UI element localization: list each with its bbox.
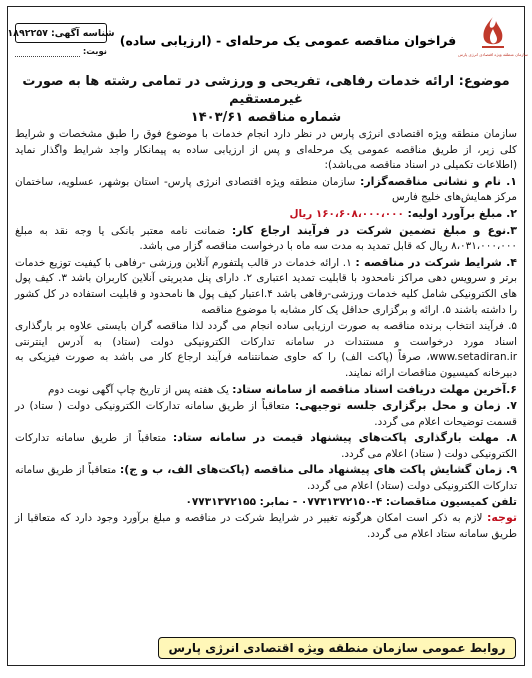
- item-heading: ۹. زمان گشایش پاکت های پیشنهاد مالی مناقصه (پاکت‌های الف، ب و ج):: [119, 463, 517, 477]
- item-9: [15, 462, 517, 494]
- organization-logo: [458, 15, 528, 65]
- notice-body: [15, 127, 517, 542]
- notice-subject: [15, 73, 517, 127]
- public-relations-footer: روابط عمومی سازمان منطقه ویژه اقتصادی انرژی پارس: [158, 637, 516, 659]
- turn-label: نوبت:: [82, 47, 107, 57]
- ad-id-label: شناسه آگهی:: [50, 27, 115, 39]
- ad-id-value: ۱۸۹۲۲۵۷: [7, 27, 48, 39]
- ad-id-box: [7, 23, 115, 43]
- tender-notice: [7, 6, 528, 666]
- item-text: متعاقباً از طریق سامانه تدارکات الکترونیکی دولت (ستاد) اعلام می گردد.: [15, 464, 517, 493]
- intro-paragraph: سازمان منطقه ویژه اقتصادی انرژی پارس در نظر دارد انجام خدمات با موضوع فوق را طبق مشخصات و شرایط کلی زیر، از طریق مناقصه عمومی یک مرحله‌ای و پس از ارزیابی ساده به پیمانکار واجد شرایط واگذار نماید (اطلاعات تکمیلی در اسناد مناقصه می‌باشد):: [15, 128, 517, 172]
- turn-blank: [15, 47, 80, 57]
- commission-phone: [15, 495, 517, 511]
- item-text: ضمانت نامه معتبر بانکی یا وجه نقد به مبلغ ۸،۰۳۱،۰۰۰،۰۰۰ ریال که قابل تمدید به مدت سه ماه با درخواست مناقصه گزار می باشد.: [15, 224, 517, 253]
- item-text: ۵. فرآیند انتخاب برنده مناقصه به صورت ارزیابی ساده انجام می گردد لذا مناقصه گران بایستی علاوه بر بارگذاری اسناد مورد درخواست و مستندات در سامانه تدارکات الکترونیکی دولت (ستاد) به آدرس اینترنتی www.setadiran.ir، صرفاً (پاکت الف) را که حاوی ضمانتنامه فرآیند ارجاع کار می باشد به صورت فیزیکی به دبیرخانه کمیسیون مناقصات ارائه نمایند.: [15, 320, 517, 379]
- note-text: لازم به ذکر است امکان هرگونه تغییر در شرایط شرکت در مناقصه و مبلغ برآورد وجود دارد که متعاقبا از طریق سامانه ستاد اعلام می گردد.: [15, 512, 517, 540]
- item-heading: ۳.نوع و مبلغ تضمین شرکت در فرآیند ارجاع کار:: [231, 223, 518, 237]
- item-7: [15, 398, 517, 430]
- notice-title: فراخوان مناقصه عمومی یک مرحله‌ای - (ارزیابی ساده): [119, 32, 457, 48]
- note: [15, 510, 517, 542]
- item-heading: ۷. زمان و محل برگزاری جلسه توجیهی:: [294, 399, 517, 413]
- estimate-amount: ۱۶۰،۶۰۸،۰۰۰،۰۰۰ ریال: [289, 207, 408, 220]
- item-text: متعاقباً از طریق سامانه تدارکات الکترونیکی دولت ( ستاد) اعلام می گردد.: [15, 432, 517, 460]
- item-2: [15, 206, 517, 223]
- phone-value: ۴-۰۷۷۳۱۳۷۲۱۵۰ - نمابر: ۰۷۷۳۱۳۷۲۱۵۵: [185, 495, 383, 508]
- flame-logo-icon: [476, 15, 510, 51]
- item-text: متعاقباً از طریق سامانه تدارکات الکترونیکی دولت ( ستاد) در قسمت توضیحات اعلام می گردد.: [15, 400, 517, 428]
- note-heading: توجه:: [486, 511, 517, 525]
- notice-header: [7, 11, 528, 69]
- item-4: [15, 255, 517, 318]
- subject-line: موضوع: ارائه خدمات رفاهی، تفریحی و ورزشی در تمامی رشته ها به صورت غیرمستقیم: [22, 74, 510, 107]
- phone-label: تلفن کمیسیون مناقصات:: [385, 495, 517, 508]
- item-text: یک هفته پس از تاریخ چاپ آگهی نوبت دوم: [47, 383, 233, 396]
- item-1: [15, 174, 517, 206]
- ad-info: [7, 23, 115, 57]
- logo-caption: سازمان منطقه ویژه اقتصادی انرژی پارس: [458, 52, 528, 57]
- item-6: [15, 382, 517, 399]
- turn-row: [15, 47, 107, 57]
- item-heading: ۱. نام و نشانی مناقصه‌گزار:: [359, 174, 517, 188]
- item-heading: ۸. مهلت بارگذاری پاکت‌های پیشنهاد قیمت در سامانه ستاد:: [172, 431, 517, 445]
- tender-number: شماره مناقصه ۱۴۰۳/۶۱: [190, 110, 342, 125]
- item-text: ۱. ارائه خدمات در قالب پلتفورم آنلاین ورزشی -رفاهی با کیفیت توزیع خدمات برتر و سرویس دهی مراکز نامحدود با قابلیت تمدید اعتباری ۲. دارای پنل مدیریتی آنلاین کاربران باشد ۳. کیف پول های الکترونیکی شامل کلیه خدمات ورزشی-رفاهی باشد ۴.اعتبار کیف پول ها نامحدود و قابلیت استفاده در کل کشور را داشته باشند ۵. ارائه و برگزاری حداقل یک کار مشابه با موضوع مناقصه: [15, 256, 517, 316]
- item-5: [15, 318, 517, 381]
- item-heading: ۶.آخرین مهلت دریافت اسناد مناقصه از سامانه ستاد:: [232, 382, 517, 396]
- item-heading: ۲. مبلغ برآورد اولیه:: [407, 206, 517, 220]
- item-heading: ۴. شرایط شرکت در مناقصه :: [355, 255, 517, 269]
- item-3: [15, 223, 517, 255]
- item-8: [15, 430, 517, 462]
- item-text: سازمان منطقه ویژه اقتصادی انرژی پارس- استان بوشهر، عسلویه، ساختمان مرکز همایش‌های خلیج فارس: [15, 175, 517, 204]
